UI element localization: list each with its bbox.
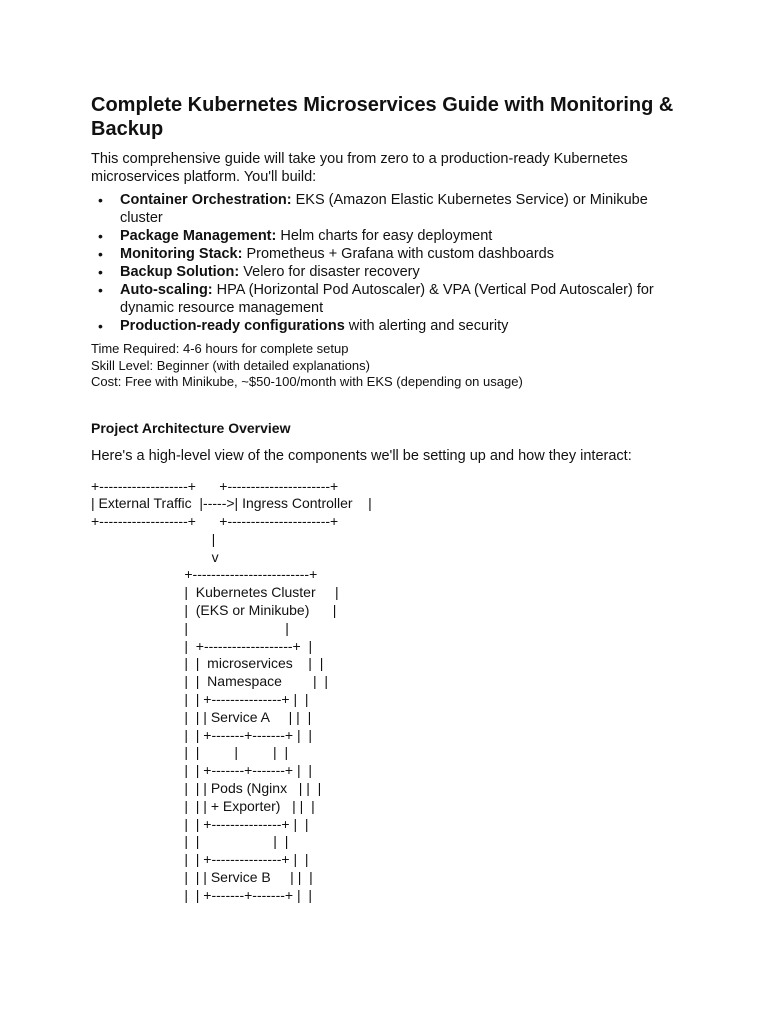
architecture-diagram xyxy=(91,478,691,905)
diagram-line: | | xyxy=(91,619,289,636)
diagram-line: | | Namespace | | xyxy=(91,673,329,690)
diagram-line: | | +---------------+ | | xyxy=(91,851,309,868)
feature-item xyxy=(91,263,691,281)
diagram-line: | (EKS or Minikube) | xyxy=(91,602,337,619)
feature-text: Helm charts for easy deployment xyxy=(276,228,493,244)
feature-label: Container Orchestration: xyxy=(120,192,292,208)
architecture-heading: Project Architecture Overview xyxy=(91,419,291,436)
feature-label: Production-ready configurations xyxy=(120,318,345,334)
diagram-line: +-------------------+ +----------------------+ xyxy=(91,477,339,494)
feature-item xyxy=(91,227,691,245)
cost-estimate: Cost: Free with Minikube, ~$50-100/month with EKS (depending on usage) xyxy=(91,374,523,389)
diagram-line: +-------------------------+ xyxy=(91,566,318,583)
page-title: Complete Kubernetes Microservices Guide with Monitoring & Backup xyxy=(91,94,674,140)
project-meta xyxy=(91,341,691,391)
feature-list xyxy=(91,191,691,335)
feature-text: HPA (Horizontal Pod Autoscaler) & VPA (Vertical Pod Autoscaler) for dynamic resource management xyxy=(120,282,654,316)
architecture-intro: Here's a high-level view of the components we'll be setting up and how they interact: xyxy=(91,447,632,464)
feature-label: Backup Solution: xyxy=(120,264,240,280)
diagram-line: | | | | | xyxy=(91,744,289,761)
diagram-line: | | +-------+-------+ | | xyxy=(91,762,313,779)
diagram-line: | Kubernetes Cluster | xyxy=(91,584,339,601)
diagram-line: | | +---------------+ | | xyxy=(91,815,309,832)
feature-item xyxy=(91,281,691,317)
time-required: Time Required: 4-6 hours for complete setup xyxy=(91,341,349,356)
intro-paragraph: This comprehensive guide will take you from zero to a production-ready Kubernetes microservices platform. You'll build: xyxy=(91,151,628,185)
diagram-line: | +-------------------+ | xyxy=(91,637,313,654)
feature-label: Auto-scaling: xyxy=(120,282,213,298)
feature-text: Velero for disaster recovery xyxy=(239,264,420,280)
feature-text: EKS (Amazon Elastic Kubernetes Service) or Minikube cluster xyxy=(120,192,648,226)
diagram-line: | | | Service B | | | xyxy=(91,869,313,886)
feature-text: with alerting and security xyxy=(344,318,509,334)
diagram-line: +-------------------+ +----------------------+ xyxy=(91,513,339,530)
feature-label: Monitoring Stack: xyxy=(120,246,243,262)
diagram-line: | | +-------+-------+ | | xyxy=(91,726,313,743)
diagram-line: | | | Pods (Nginx | | | xyxy=(91,780,322,797)
diagram-line: | | | | xyxy=(91,833,289,850)
feature-item xyxy=(91,245,691,263)
document-page xyxy=(91,93,691,905)
skill-level: Skill Level: Beginner (with detailed explanations) xyxy=(91,357,370,373)
diagram-line: v xyxy=(91,548,219,565)
diagram-line: | xyxy=(91,530,216,547)
diagram-line: | | | + Exporter) | | | xyxy=(91,797,315,814)
diagram-line: | | microservices | | xyxy=(91,655,324,672)
diagram-line: | External Traffic |----->| Ingress Controller | xyxy=(91,495,372,512)
diagram-line: | | +-------+-------+ | | xyxy=(91,886,313,903)
feature-label: Package Management: xyxy=(120,228,277,244)
feature-item xyxy=(91,191,691,227)
diagram-line: | | +---------------+ | | xyxy=(91,691,309,708)
feature-text: Prometheus + Grafana with custom dashboards xyxy=(242,246,554,262)
feature-item xyxy=(91,317,691,335)
diagram-line: | | | Service A | | | xyxy=(91,708,312,725)
